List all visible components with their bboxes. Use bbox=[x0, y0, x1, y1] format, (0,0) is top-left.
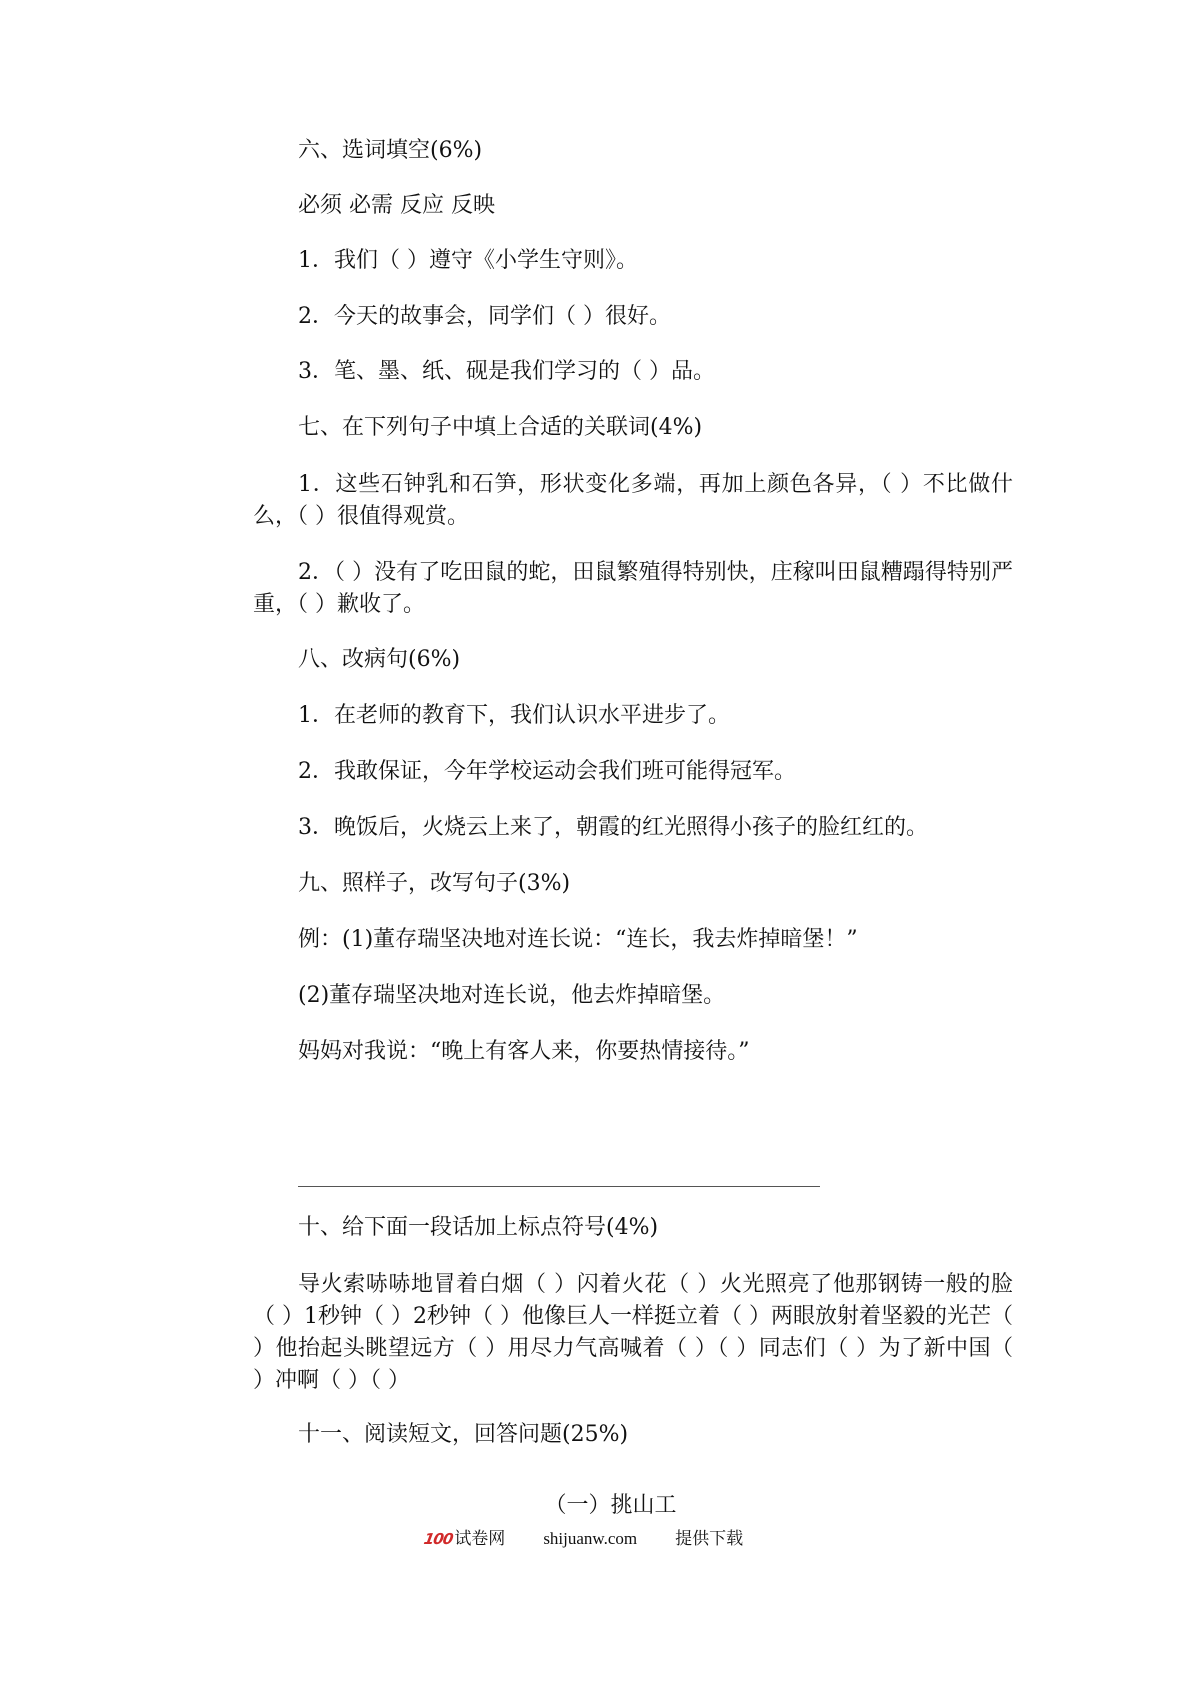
section-9-question: 妈妈对我说：“晚上有客人来，你要热情接待。” bbox=[298, 1039, 750, 1064]
section-10-passage: 导火索哧哧地冒着白烟（ ）闪着火花（ ）火光照亮了他那钢铸一般的脸（ ）1秒钟（ ）2秒钟（ ）他像巨人一样挺立着（ ）两眼放射着坚毅的光芒（ ）他抬起头眺望远方（ ）用尽力气高喊着（ ）（ ）同志们（ ）为了新中国（ ）冲啊（ ）（ ） bbox=[253, 1272, 1013, 1393]
section-6-item-1: 1．我们（ ）遵守《小学生守则》。 bbox=[298, 248, 638, 273]
section-7-item-1: 1．这些石钟乳和石笋，形状变化多端，再加上颜色各异，（ ）不比做什么，（ ）很值得观赏。 bbox=[253, 472, 1013, 529]
section-8-item-3: 3．晚饭后，火烧云上来了，朝霞的红光照得小孩子的脸红红的。 bbox=[298, 815, 928, 840]
section-9-example-2: (2)董存瑞坚决地对连长说，他去炸掉暗堡。 bbox=[298, 983, 726, 1008]
section-6-item-2: 2．今天的故事会，同学们（ ）很好。 bbox=[298, 304, 671, 329]
section-9-heading: 九、照样子，改写句子(3%) bbox=[298, 871, 571, 896]
answer-line bbox=[298, 1186, 820, 1187]
section-8-heading: 八、改病句(6%) bbox=[298, 647, 461, 672]
download-note: 提供下载 bbox=[675, 1529, 744, 1549]
section-6-item-3: 3．笔、墨、纸、砚是我们学习的（ ）品。 bbox=[298, 359, 715, 384]
page-footer bbox=[424, 1526, 743, 1552]
site-url: shijuanw.com bbox=[543, 1529, 638, 1548]
section-11-heading: 十一、阅读短文，回答问题(25%) bbox=[298, 1422, 629, 1447]
section-7-item-2: 2．（ ）没有了吃田鼠的蛇，田鼠繁殖得特别快，庄稼叫田鼠糟蹋得特别严重，（ ）歉收了。 bbox=[253, 560, 1013, 617]
section-7-heading: 七、在下列句子中填上合适的关联词(4%) bbox=[298, 415, 703, 440]
section-8-item-1: 1．在老师的教育下，我们认识水平进步了。 bbox=[298, 703, 730, 728]
section-9-example-1: 例：(1)董存瑞坚决地对连长说：“连长，我去炸掉暗堡！” bbox=[298, 927, 858, 952]
section-10-heading: 十、给下面一段话加上标点符号(4%) bbox=[298, 1215, 659, 1240]
reading-subtitle: （一）挑山工 bbox=[544, 1493, 677, 1518]
site-logo-text: 试卷网 bbox=[454, 1529, 506, 1549]
section-6-word-choices: 必须 必需 反应 反映 bbox=[298, 193, 495, 218]
section-6-heading: 六、选词填空(6%) bbox=[298, 138, 483, 163]
section-8-item-2: 2．我敢保证，今年学校运动会我们班可能得冠军。 bbox=[298, 759, 796, 784]
site-logo-number: 100 bbox=[422, 1530, 454, 1548]
